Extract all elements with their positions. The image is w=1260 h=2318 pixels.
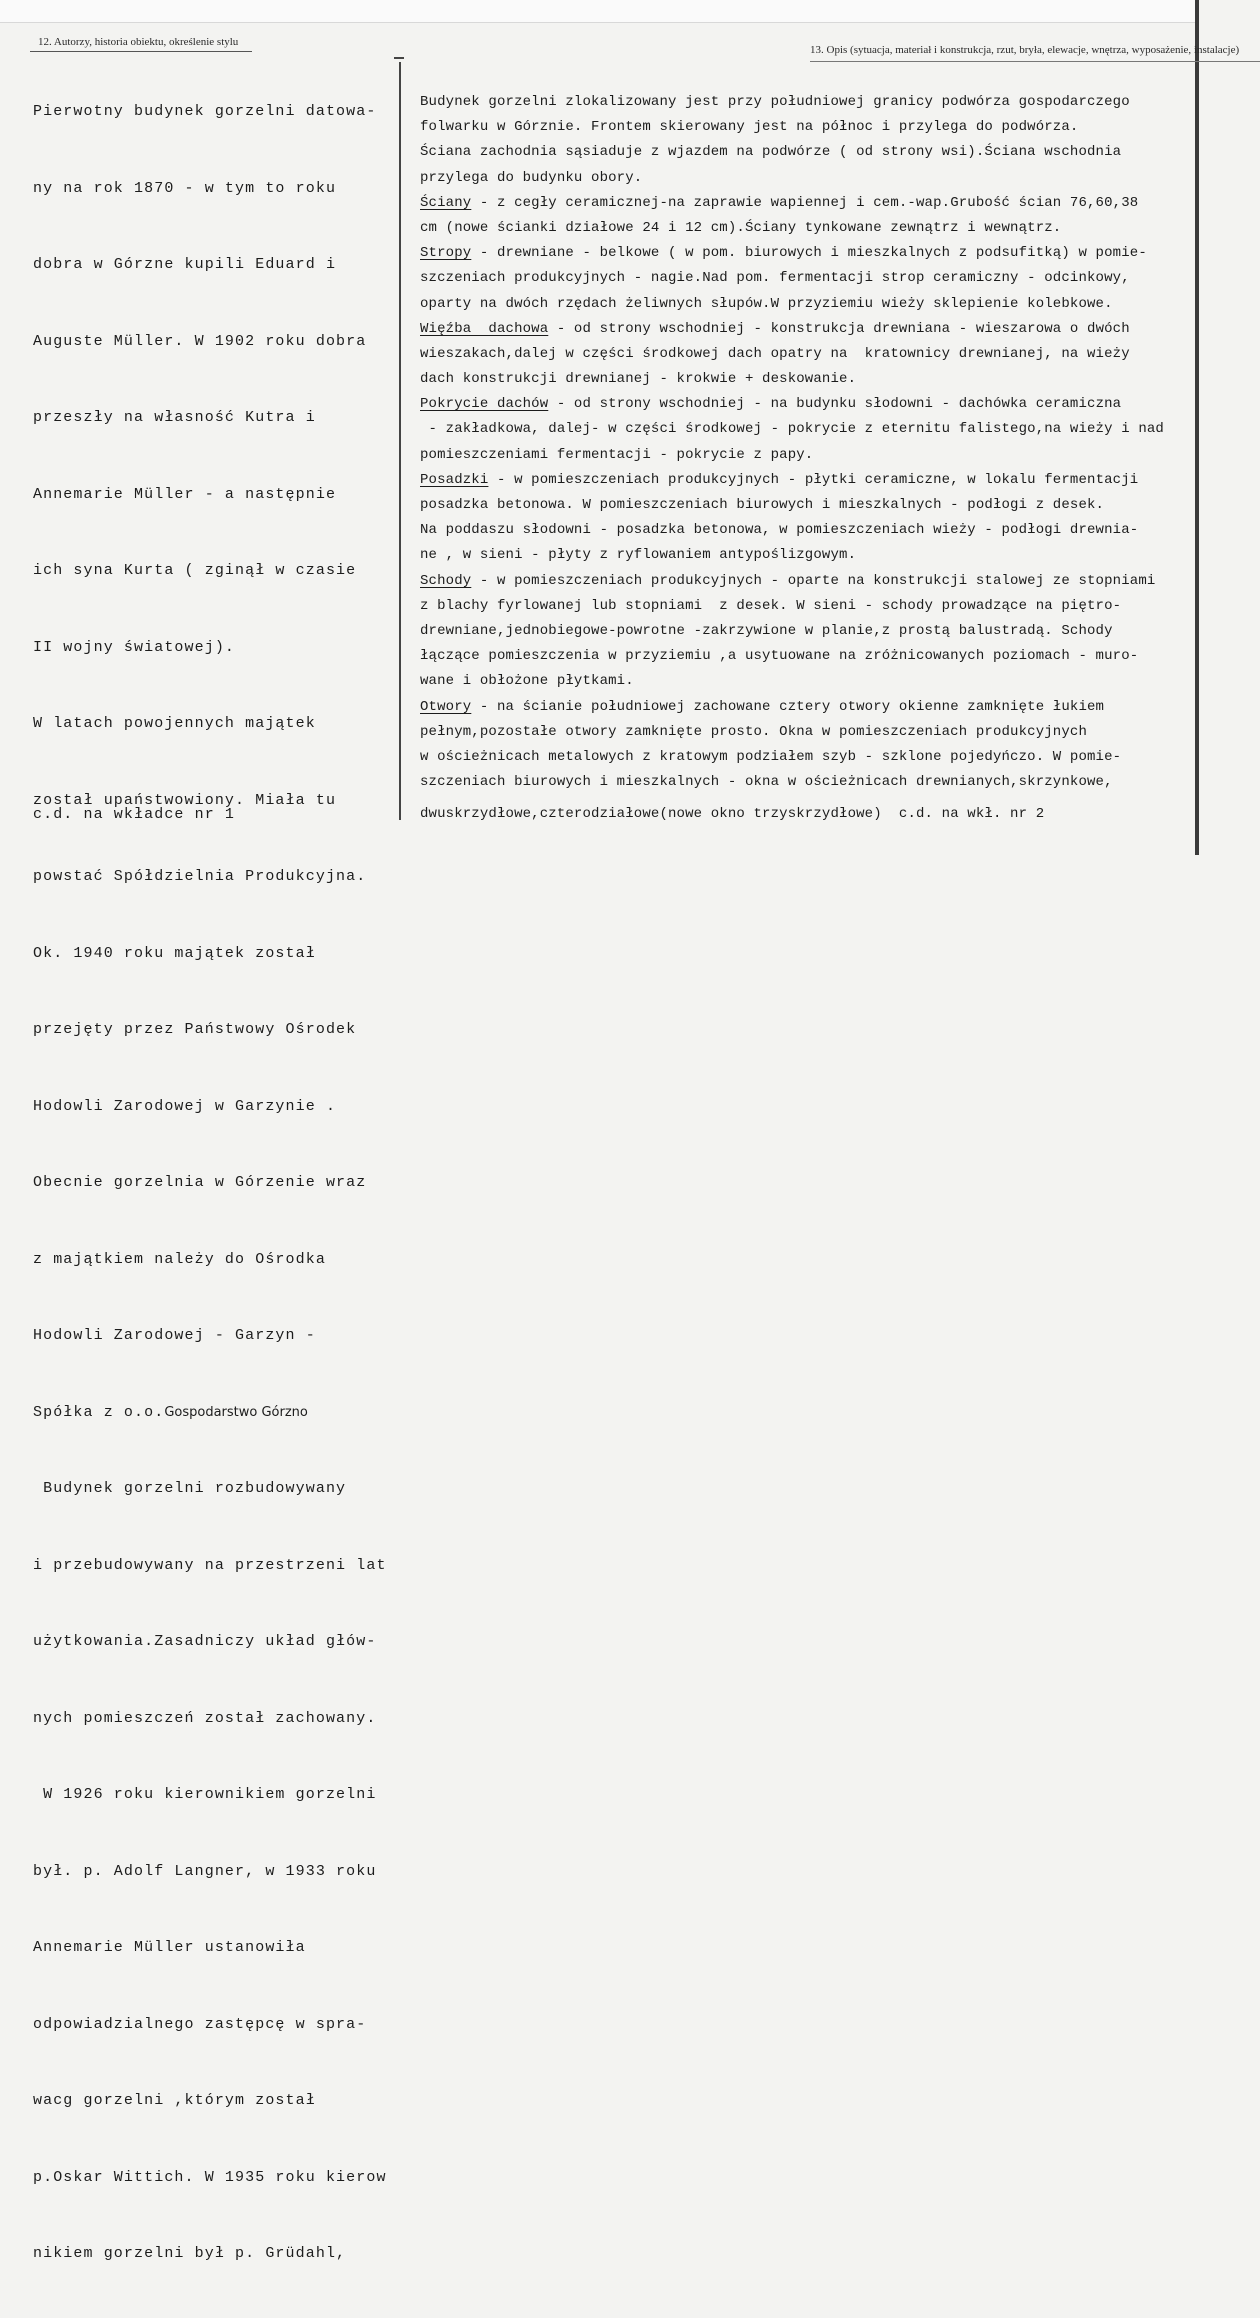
description-line-text: Na poddaszu słodowni - posadzka betonowa, w pomieszczeniach wieży - podłogi drewnia- bbox=[420, 522, 1139, 539]
description-line-text: folwarku w Górznie. Frontem skierowany jest na północ i przylega do podwórza. bbox=[420, 119, 1079, 136]
history-line: odpowiadzialnego zastępcę w spra- bbox=[33, 2015, 367, 2033]
description-line-text: Ściana zachodnia sąsiaduje z wjazdem na podwórze ( od strony wsi).Ściana wschodnia bbox=[420, 144, 1122, 161]
history-line: W latach powojennych majątek bbox=[33, 715, 316, 732]
description-line bbox=[420, 770, 1160, 795]
history-line: Obecnie gorzelnia w Górzenie wraz bbox=[33, 1174, 367, 1191]
description-line-text: - w pomieszczeniach produkcyjnych - płytki ceramiczne, w lokalu fermentacji bbox=[488, 471, 1139, 488]
description-line-text: wieszakach,dalej w części środkowej dach opatry na kratownicy drewnianej, na wieży bbox=[420, 345, 1130, 362]
description-line-text: łączące pomieszczenia w przyziemiu ,a usytuowane na zróżnicowanych poziomach - muro- bbox=[420, 648, 1139, 665]
history-line: przeszły na własność Kutra i bbox=[33, 409, 316, 426]
description-line-text: drewniane,jednobiegowe-powrotne -zakrzywione w planie,z prostą balustradą. Schody bbox=[420, 622, 1113, 639]
history-line: Auguste Müller. W 1902 roku dobra bbox=[33, 332, 367, 350]
history-line: ny na rok 1870 - w tym to roku bbox=[33, 179, 337, 197]
description-line-text: - w pomieszczeniach produkcyjnych - oparte na konstrukcji stalowej ze stopniami bbox=[471, 572, 1156, 589]
description-last-line bbox=[420, 806, 1044, 822]
description-line bbox=[420, 695, 1160, 720]
description-line-text: dach konstrukcji drewnianej - krokwie + deskowanie. bbox=[420, 371, 857, 388]
description-line bbox=[420, 90, 1160, 115]
history-line: był. p. Adolf Langner, w 1933 roku bbox=[33, 1862, 377, 1880]
history-text bbox=[33, 48, 395, 2318]
description-line-text: pomieszczeniami fermentacji - pokrycie z papy. bbox=[420, 446, 814, 463]
section-keyword: Pokrycie dachów bbox=[420, 396, 549, 413]
description-line bbox=[420, 518, 1160, 543]
description-line bbox=[420, 669, 1160, 694]
history-section-header: 12. Autorzy, historia obiektu, określenie stylu bbox=[38, 36, 239, 48]
description-section-header: 13. Opis (sytuacja, materiał i konstrukcja, rzut, bryła, elewacje, wnętrza, wyposażenie, instalacje) bbox=[810, 44, 1240, 56]
description-line bbox=[420, 644, 1160, 669]
description-line-text: przylega do budynku obory. bbox=[420, 169, 643, 186]
scan-right-edge bbox=[1195, 0, 1199, 855]
description-line bbox=[420, 115, 1160, 140]
history-continuation-note: c.d. na wkładce nr 1 bbox=[33, 806, 236, 823]
description-line-text: pełnym,pozostałe otwory zamknięte prosto. Okna w pomieszczeniach produkcyjnych bbox=[420, 723, 1088, 740]
history-line: przejęty przez Państwowy Ośrodek bbox=[33, 1021, 357, 1038]
description-line bbox=[420, 468, 1160, 493]
section-keyword: Schody bbox=[420, 572, 472, 589]
section-keyword: Ściany bbox=[420, 194, 472, 211]
description-text bbox=[420, 90, 1164, 795]
history-line: dobra w Górzne kupili Eduard i bbox=[33, 256, 337, 273]
description-line-text: - od strony wschodniej - na budynku słodowni - dachówka ceramiczna bbox=[548, 396, 1122, 413]
history-line: Annemarie Müller - a następnie bbox=[33, 485, 337, 503]
description-line-text: posadzka betonowa. W pomieszczeniach biurowych i mieszkalnych - podłogi z desek. bbox=[420, 497, 1105, 513]
description-line bbox=[420, 543, 1160, 568]
description-line bbox=[420, 367, 1160, 392]
description-line bbox=[420, 720, 1160, 745]
description-line-text: oparty na dwóch rzędach żeliwnych słupów.W przyziemiu wieży sklepienie kolebkowe. bbox=[420, 295, 1113, 312]
description-line bbox=[420, 493, 1160, 518]
history-column bbox=[0, 0, 400, 2262]
history-line: Hodowli Zarodowej - Garzyn - bbox=[33, 1327, 316, 1344]
description-line-text: - z cegły ceramicznej-na zaprawie wapiennej i cem.-wap.Grubość ścian 76,60,38 bbox=[471, 194, 1139, 211]
history-line: nych pomieszczeń został zachowany. bbox=[33, 1709, 377, 1727]
history-line: Spółka z o.o. bbox=[33, 1403, 165, 1421]
history-line: Budynek gorzelni rozbudowywany bbox=[33, 1480, 347, 1497]
history-line: nikiem gorzelni był p. Grüdahl, bbox=[33, 2245, 347, 2262]
history-line: Ok. 1940 roku majątek został bbox=[33, 944, 316, 962]
description-line-text: - od strony wschodniej - konstrukcja drewniana - wieszarowa o dwóch bbox=[548, 320, 1130, 337]
description-line bbox=[420, 443, 1160, 468]
description-line-text: Budynek gorzelni zlokalizowany jest przy południowej granicy podwórza gospodarczego bbox=[420, 94, 1130, 110]
history-line: został upaństwowiony. Miała tu bbox=[33, 791, 337, 809]
description-line-text: wane i obłożone płytkami. bbox=[420, 673, 634, 690]
description-line-text: - zakładkowa, dalej- w części środkowej - pokrycie z eternitu falistego,na wieży i nad bbox=[420, 421, 1164, 438]
section-keyword: Stropy bbox=[420, 245, 472, 262]
history-line: i przebudowywany na przestrzeni lat bbox=[33, 1556, 387, 1574]
description-line-text: w ościeżnicach metalowych z kratowym podziałem szyb - szklone pojedyńczo. W pomie- bbox=[420, 748, 1122, 765]
section-keyword: Więźba dachowa bbox=[420, 320, 549, 337]
description-line bbox=[420, 317, 1160, 342]
description-line-text: ne , w sieni - płyty z ryflowaniem antypoślizgowym. bbox=[420, 547, 857, 564]
description-continuation-note: c.d. na wkł. nr 2 bbox=[898, 806, 1045, 822]
section-keyword: Otwory bbox=[420, 698, 472, 715]
history-line: Hodowli Zarodowej w Garzynie . bbox=[33, 1097, 337, 1115]
description-line bbox=[420, 216, 1160, 241]
section-keyword: Posadzki bbox=[420, 471, 489, 488]
description-line bbox=[420, 745, 1160, 770]
header-underline bbox=[810, 61, 1260, 62]
history-line: ich syna Kurta ( zginął w czasie bbox=[33, 562, 357, 579]
description-line bbox=[420, 417, 1164, 442]
description-line: dwuskrzydłowe,czterodziałowe(nowe okno trzyskrzydłowe) bbox=[420, 806, 882, 822]
description-line bbox=[420, 191, 1160, 216]
description-line-text: - drewniane - belkowe ( w pom. biurowych i mieszkalnych z podsufitką) w pomie- bbox=[471, 245, 1147, 262]
description-line bbox=[420, 241, 1160, 266]
description-line bbox=[420, 140, 1160, 165]
description-line bbox=[420, 342, 1160, 367]
history-line: Annemarie Müller ustanowiła bbox=[33, 1939, 306, 1956]
history-line: użytkowania.Zasadniczy układ głów- bbox=[33, 1633, 377, 1650]
handwritten-insert: Gospodarstwo Górzno bbox=[164, 1404, 308, 1420]
description-line-text: szczeniach produkcyjnych - nagie.Nad pom. fermentacji strop ceramiczny - odcinkowy, bbox=[420, 270, 1130, 287]
description-line bbox=[420, 266, 1160, 291]
history-line: Pierwotny budynek gorzelni datowa- bbox=[33, 103, 377, 120]
description-line-text: - na ścianie południowej zachowane cztery otwory okienne zamknięte łukiem bbox=[471, 698, 1105, 715]
history-line: z majątkiem należy do Ośrodka bbox=[33, 1250, 326, 1268]
description-line-text: cm (nowe ścianki działowe 24 i 12 cm).Ściany tynkowane zewnątrz i wewnątrz. bbox=[420, 219, 1062, 236]
history-line-with-insert bbox=[33, 1400, 395, 1426]
description-line bbox=[420, 619, 1160, 644]
history-line: II wojny światowej). bbox=[33, 638, 236, 656]
description-line bbox=[420, 292, 1160, 317]
description-line-text: szczeniach biurowych i mieszkalnych - okna w ościeżnicach drewnianych,skrzynkowe, bbox=[420, 774, 1113, 791]
description-line bbox=[420, 392, 1160, 417]
description-line bbox=[420, 594, 1160, 619]
history-line: wacg gorzelni ,którym został bbox=[33, 2092, 316, 2109]
description-line bbox=[420, 569, 1160, 594]
description-line bbox=[420, 166, 1160, 191]
history-line: W 1926 roku kierownikiem gorzelni bbox=[33, 1786, 377, 1803]
description-line-text: z blachy fyrlowanej lub stopniami z desek. W sieni - schody prowadzące na piętro- bbox=[420, 597, 1122, 614]
history-line: p.Oskar Wittich. W 1935 roku kierow bbox=[33, 2168, 387, 2186]
history-line: powstać Spółdzielnia Produkcyjna. bbox=[33, 868, 367, 885]
